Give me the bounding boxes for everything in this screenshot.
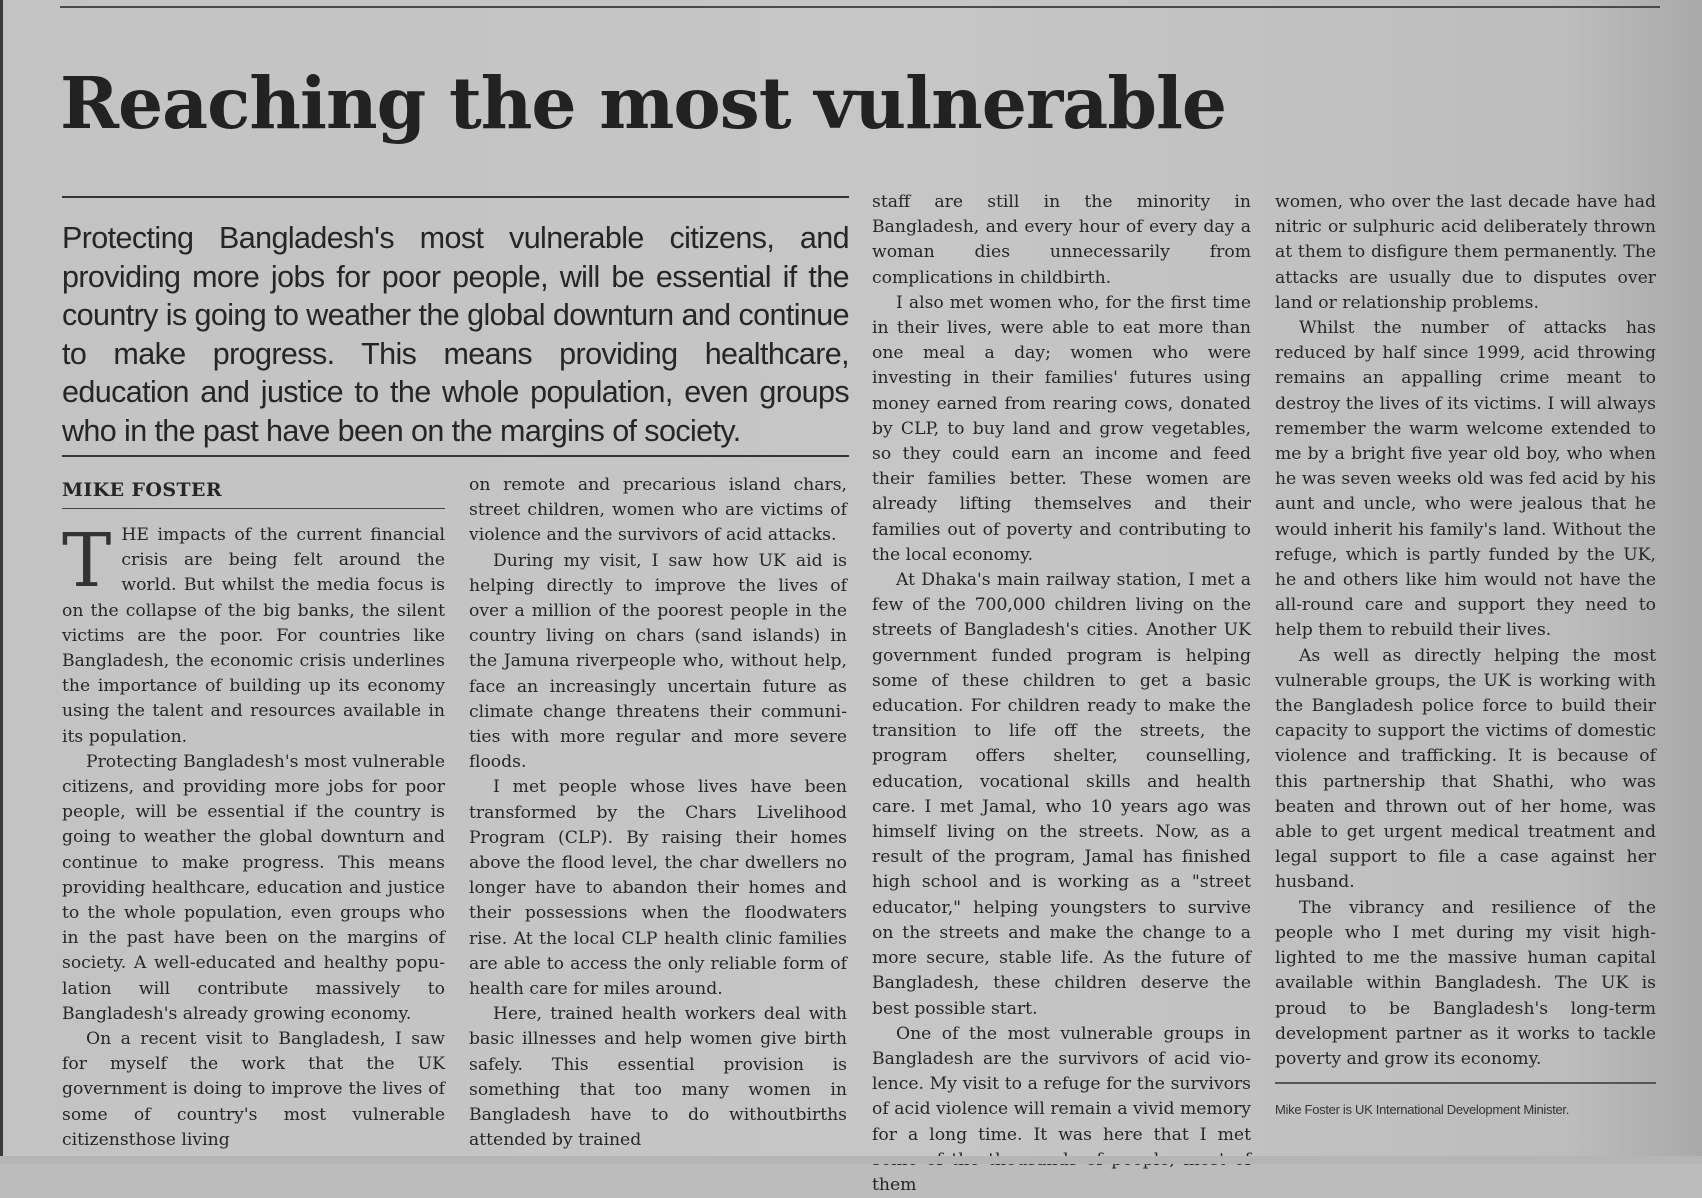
standfirst-rule-bottom: [62, 455, 849, 457]
paragraph: Here, trained health workers deal with basic illnesses and help women give birth safely. This essential provision is something that too many women in Bangladesh have to do withoutbirths attended by trained: [469, 1004, 847, 1151]
footnote-rule: [1275, 1082, 1656, 1084]
paragraph: Whilst the number of attacks has reduced by half since 1999, acid throwing remains an appalling crime meant to destroy the lives of its victims. I will always remember the warm welcome extended to me by a bright five year old boy, who when he was seven weeks old was fed acid by his aunt and uncle, who were jealous that he would inherit his family's land. Without the refuge, which is partly funded by the UK, he and others like him would not have the all-round care and support they need to help them to rebuild their lives.: [1275, 318, 1656, 641]
byline-rule: [62, 508, 445, 509]
paragraph-text: HE impacts of the current financial crisis are being felt around the world. But whilst the media focus is on the collapse of the big banks, the silent victims are the poor. For countries like Bangladesh, the economic crisis underlines the importance of building up its economy using the talent and resources available in its population.: [62, 525, 445, 747]
paragraph: On a recent visit to Bangladesh, I saw for myself the work that the UK government is doing to improve the lives of some of country's most vulnerable citizensthose living: [62, 1029, 445, 1150]
page-edge-shadow: [0, 0, 3, 1164]
paragraph: [62, 518, 445, 750]
paragraph: As well as directly helping the most vulnerable groups, the UK is working with the Bangladesh police force to build their capacity to support the victims of domestic violence and trafficking. It is because of this partnership that Shathi, who was beaten and thrown out of her home, was able to get urgent medical treatment and legal support to file a case against her husband.: [1275, 645, 1656, 893]
article-column-2: [469, 473, 847, 1153]
paragraph: One of the most vulnerable groups in Bangladesh are the survivors of acid violence. My visit to a refuge for the survivors of acid violence will remain a vivid memory for a long time. It was here that I met them: [872, 1023, 1251, 1195]
standfirst: Protecting Bangladesh's most vulnerable citizens, and providing more jobs for poor people, will be essential if the country is going to weather the global downturn and continue to make progress. This means providing healthcare, education and justice to the whole population, even groups who in the past have been on the margins of society.: [62, 221, 849, 448]
top-rule: [60, 6, 1660, 8]
paragraph: I met people whose lives have been transformed by the Chars Livelihood Program (CLP). By raising their homes above the flood level, the char dwellers no longer have to abandon their homes and their possessions when the floodwaters rise. At the local CLP health clinic families are able to access the only reliable form of health care for miles around.: [469, 777, 847, 1000]
paragraph: At Dhaka's main railway station, I met a few of the 700,000 children living on the streets of Bangladesh's cities. Another UK government funded program is helping some of these children to get a basic education. For children ready to make the transition to life off the streets, the program offers shelter, counselling, education, vocational skills and health care. I met Jamal, who 10 years ago was himself living on the streets. Now, as a result of the program, Jamal has finished high school and is working as a "street educator," helping youngsters to survive on the streets and make the change to a more secure, stable life. As the future of Bangladesh, these children deserve the best possible start.: [872, 570, 1251, 1019]
drop-cap: T: [62, 518, 112, 604]
byline: MIKE FOSTER: [62, 479, 223, 501]
article-column-3: [872, 190, 1251, 1198]
page-bottom-edge: [0, 1156, 1702, 1164]
paragraph: on remote and precarious island chars, street children, women who are victims of violence and the survivors of acid attacks.: [469, 475, 847, 546]
paragraph: I also met women who, for the first time in their lives, were able to eat more than one meal a day; women who were investing in their families' futures using money earned from rearing cows, donated by CLP, to buy land and grow vegetables, so they could earn an income and feed their families better. These women are already lifting themselves and their families out of poverty and contributing to the local economy.: [872, 292, 1251, 565]
paragraph: staff are still in the minority in Bangladesh, and every hour of every day a woman dies unnecessarily from complications in childbirth.: [872, 192, 1251, 288]
paragraph: The vibrancy and resilience of the people who I met during my visit highlighted to me the massive human capital available within Bangladesh. The UK is proud to be Bangladesh's long-term development partner as it works to tackle poverty and grow its economy.: [1275, 897, 1656, 1069]
headline: Reaching the most vulnerable: [60, 61, 1227, 145]
standfirst-rule-top: [62, 196, 849, 198]
paragraph: Protecting Bangladesh's most vulnerable citizens, and providing more jobs for poor people, will be essential if the country is going to weather the global downturn and continue to make progress. This means providing healthcare, education and justice to the whole population, even groups who in the past have been on the margins of society. A well-educated and healthy population will contribute massively to Bangladesh's already growing economy.: [62, 751, 445, 1024]
article-column-4: [1275, 190, 1656, 1072]
paragraph: During my visit, I saw how UK aid is helping directly to improve the lives of over a million of the poorest people in the country living on chars (sand islands) in the Jamuna riverpeople who, without help, face an increasingly uncertain future as climate change threatens their communities with more regular and more severe floods.: [469, 550, 847, 773]
author-footnote: Mike Foster is UK International Development Minister.: [1275, 1102, 1570, 1117]
article-column-1: [62, 518, 445, 1153]
paragraph: women, who over the last decade have had nitric or sulphuric acid deliberately thrown at them to disfigure them permanently. The attacks are usually due to disputes over land or relationship problems.: [1275, 192, 1656, 313]
